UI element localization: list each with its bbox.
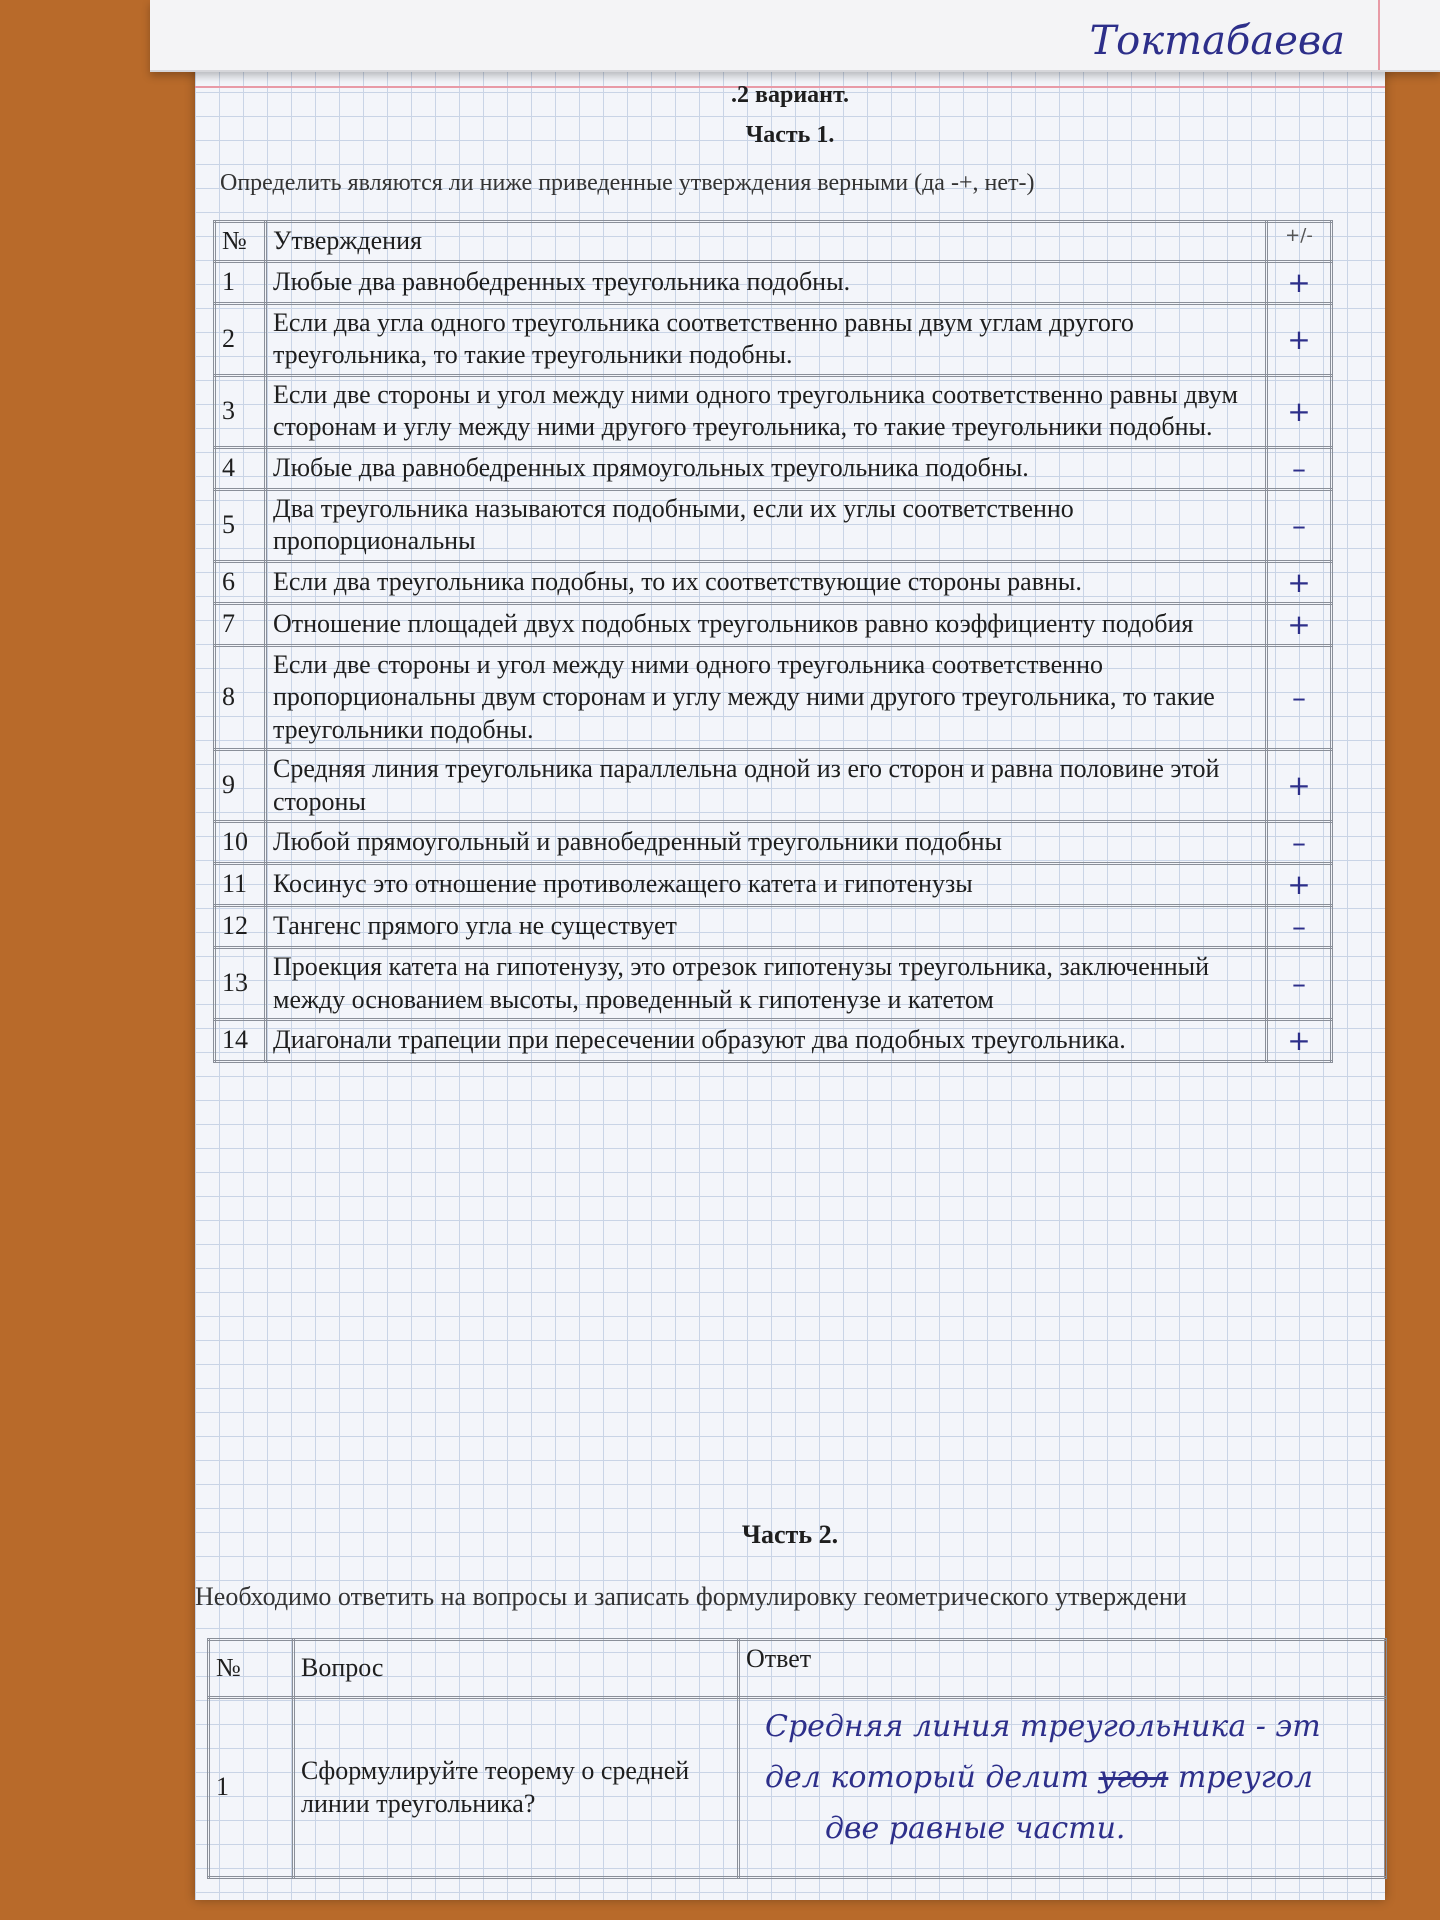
row-number: 5 <box>215 489 266 561</box>
table-row <box>215 603 1332 645</box>
row-number: 1 <box>215 261 266 303</box>
answer-mark: + <box>1267 603 1332 645</box>
struck-word: угол <box>1098 1760 1169 1795</box>
answer-mark: – <box>1267 948 1332 1020</box>
part2-instruction: Необходимо ответить на вопросы и записать формулировку геометрического утверждени <box>195 1582 1187 1611</box>
question-text: Сформулируйте теорему о средней линии треугольника? <box>294 1698 739 1878</box>
statement-text: Любые два равнобедренных треугольника подобны. <box>266 261 1267 303</box>
table-header-row <box>209 1640 1386 1698</box>
table-row <box>215 948 1332 1020</box>
table-row <box>215 1020 1332 1062</box>
statement-text: Отношение площадей двух подобных треугольников равно коэффициенту подобия <box>266 603 1267 645</box>
answer-mark: + <box>1267 1020 1332 1062</box>
statement-text: Два треугольника называются подобными, если их углы соответственно пропорциональны <box>266 489 1267 561</box>
answer-mark: – <box>1267 822 1332 864</box>
handwritten-answer <box>739 1698 1386 1878</box>
table-row <box>215 489 1332 561</box>
statement-text: Если два угла одного треугольника соответственно равны двум углам другого треугольника, то такие треугольники подобны. <box>266 303 1267 375</box>
row-number: 10 <box>215 822 266 864</box>
table-row <box>215 750 1332 822</box>
table-row <box>215 561 1332 603</box>
answer-line <box>765 1752 1378 1803</box>
row-number: 13 <box>215 948 266 1020</box>
answer-mark: + <box>1267 864 1332 906</box>
row-number: 4 <box>215 447 266 489</box>
statements-body <box>215 261 1332 1062</box>
row-number: 6 <box>215 561 266 603</box>
row-number: 12 <box>215 906 266 948</box>
table-row <box>215 906 1332 948</box>
table-row <box>209 1698 1386 1878</box>
answer-text: дел который делит <box>765 1760 1090 1795</box>
table-row <box>215 303 1332 375</box>
variant-title: .2 вариант. <box>731 82 849 108</box>
answer-mark: – <box>1267 447 1332 489</box>
worksheet-page <box>195 20 1385 1900</box>
col-num-header: № <box>209 1640 294 1698</box>
question-number: 1 <box>209 1698 294 1878</box>
statements-table <box>213 220 1333 1063</box>
col-mark-header: +/- <box>1267 222 1332 262</box>
row-number: 7 <box>215 603 266 645</box>
col-question-header: Вопрос <box>294 1640 739 1698</box>
handwritten-signature: Токтабаева <box>1089 18 1345 64</box>
answer-mark: + <box>1267 261 1332 303</box>
row-number: 11 <box>215 864 266 906</box>
answer-mark: – <box>1267 489 1332 561</box>
answer-mark: + <box>1267 750 1332 822</box>
part1-title: Часть 1. <box>745 122 835 148</box>
statement-text: Средняя линия треугольника параллельна одной из его сторон и равна половине этой стороны <box>266 750 1267 822</box>
table-header-row <box>215 222 1332 262</box>
statement-text: Проекция катета на гипотенузу, это отрезок гипотенузы треугольника, заключенный между основанием высоты, проведенный к гипотенузе и катетом <box>266 948 1267 1020</box>
statement-text: Диагонали трапеции при пересечении образуют два подобных треугольника. <box>266 1020 1267 1062</box>
answer-mark: + <box>1267 561 1332 603</box>
table-row <box>215 864 1332 906</box>
statement-text: Любой прямоугольный и равнобедренный треугольники подобны <box>266 822 1267 864</box>
col-num-header: № <box>215 222 266 262</box>
statement-text: Косинус это отношение противолежащего катета и гипотенузы <box>266 864 1267 906</box>
row-number: 2 <box>215 303 266 375</box>
col-statement-header: Утверждения <box>266 222 1267 262</box>
table-row <box>215 375 1332 447</box>
answer-line: Средняя линия треугольника - эт <box>765 1709 1321 1744</box>
statement-text: Тангенс прямого угла не существует <box>266 906 1267 948</box>
row-number: 14 <box>215 1020 266 1062</box>
answer-mark: – <box>1267 645 1332 750</box>
notebook-sheet <box>150 0 1440 72</box>
answer-mark: – <box>1267 906 1332 948</box>
statement-text: Любые два равнобедренных прямоугольных треугольника подобны. <box>266 447 1267 489</box>
col-answer-header: Ответ <box>739 1640 1386 1698</box>
statement-text: Если две стороны и угол между ними одного треугольника соответственно равны двум сторонам и углу между ними другого треугольника, то такие треугольники подобны. <box>266 375 1267 447</box>
questions-table <box>207 1638 1387 1879</box>
row-number: 8 <box>215 645 266 750</box>
answer-line: две равные части. <box>825 1811 1126 1846</box>
margin-line <box>1378 0 1380 70</box>
row-number: 9 <box>215 750 266 822</box>
answer-mark: + <box>1267 375 1332 447</box>
table-row <box>215 822 1332 864</box>
part2-title: Часть 2. <box>741 1520 839 1549</box>
row-number: 3 <box>215 375 266 447</box>
answer-mark: + <box>1267 303 1332 375</box>
table-row <box>215 261 1332 303</box>
table-row <box>215 645 1332 750</box>
answer-text: треугол <box>1177 1760 1313 1795</box>
part1-instruction: Определить являются ли ниже приведенные утверждения верными (да -+, нет-) <box>220 170 1035 196</box>
table-row <box>215 447 1332 489</box>
statement-text: Если два треугольника подобны, то их соответствующие стороны равны. <box>266 561 1267 603</box>
statement-text: Если две стороны и угол между ними одного треугольника соответственно пропорциональны двум сторонам и углу между ними другого треугольника, то такие треугольники подобны. <box>266 645 1267 750</box>
